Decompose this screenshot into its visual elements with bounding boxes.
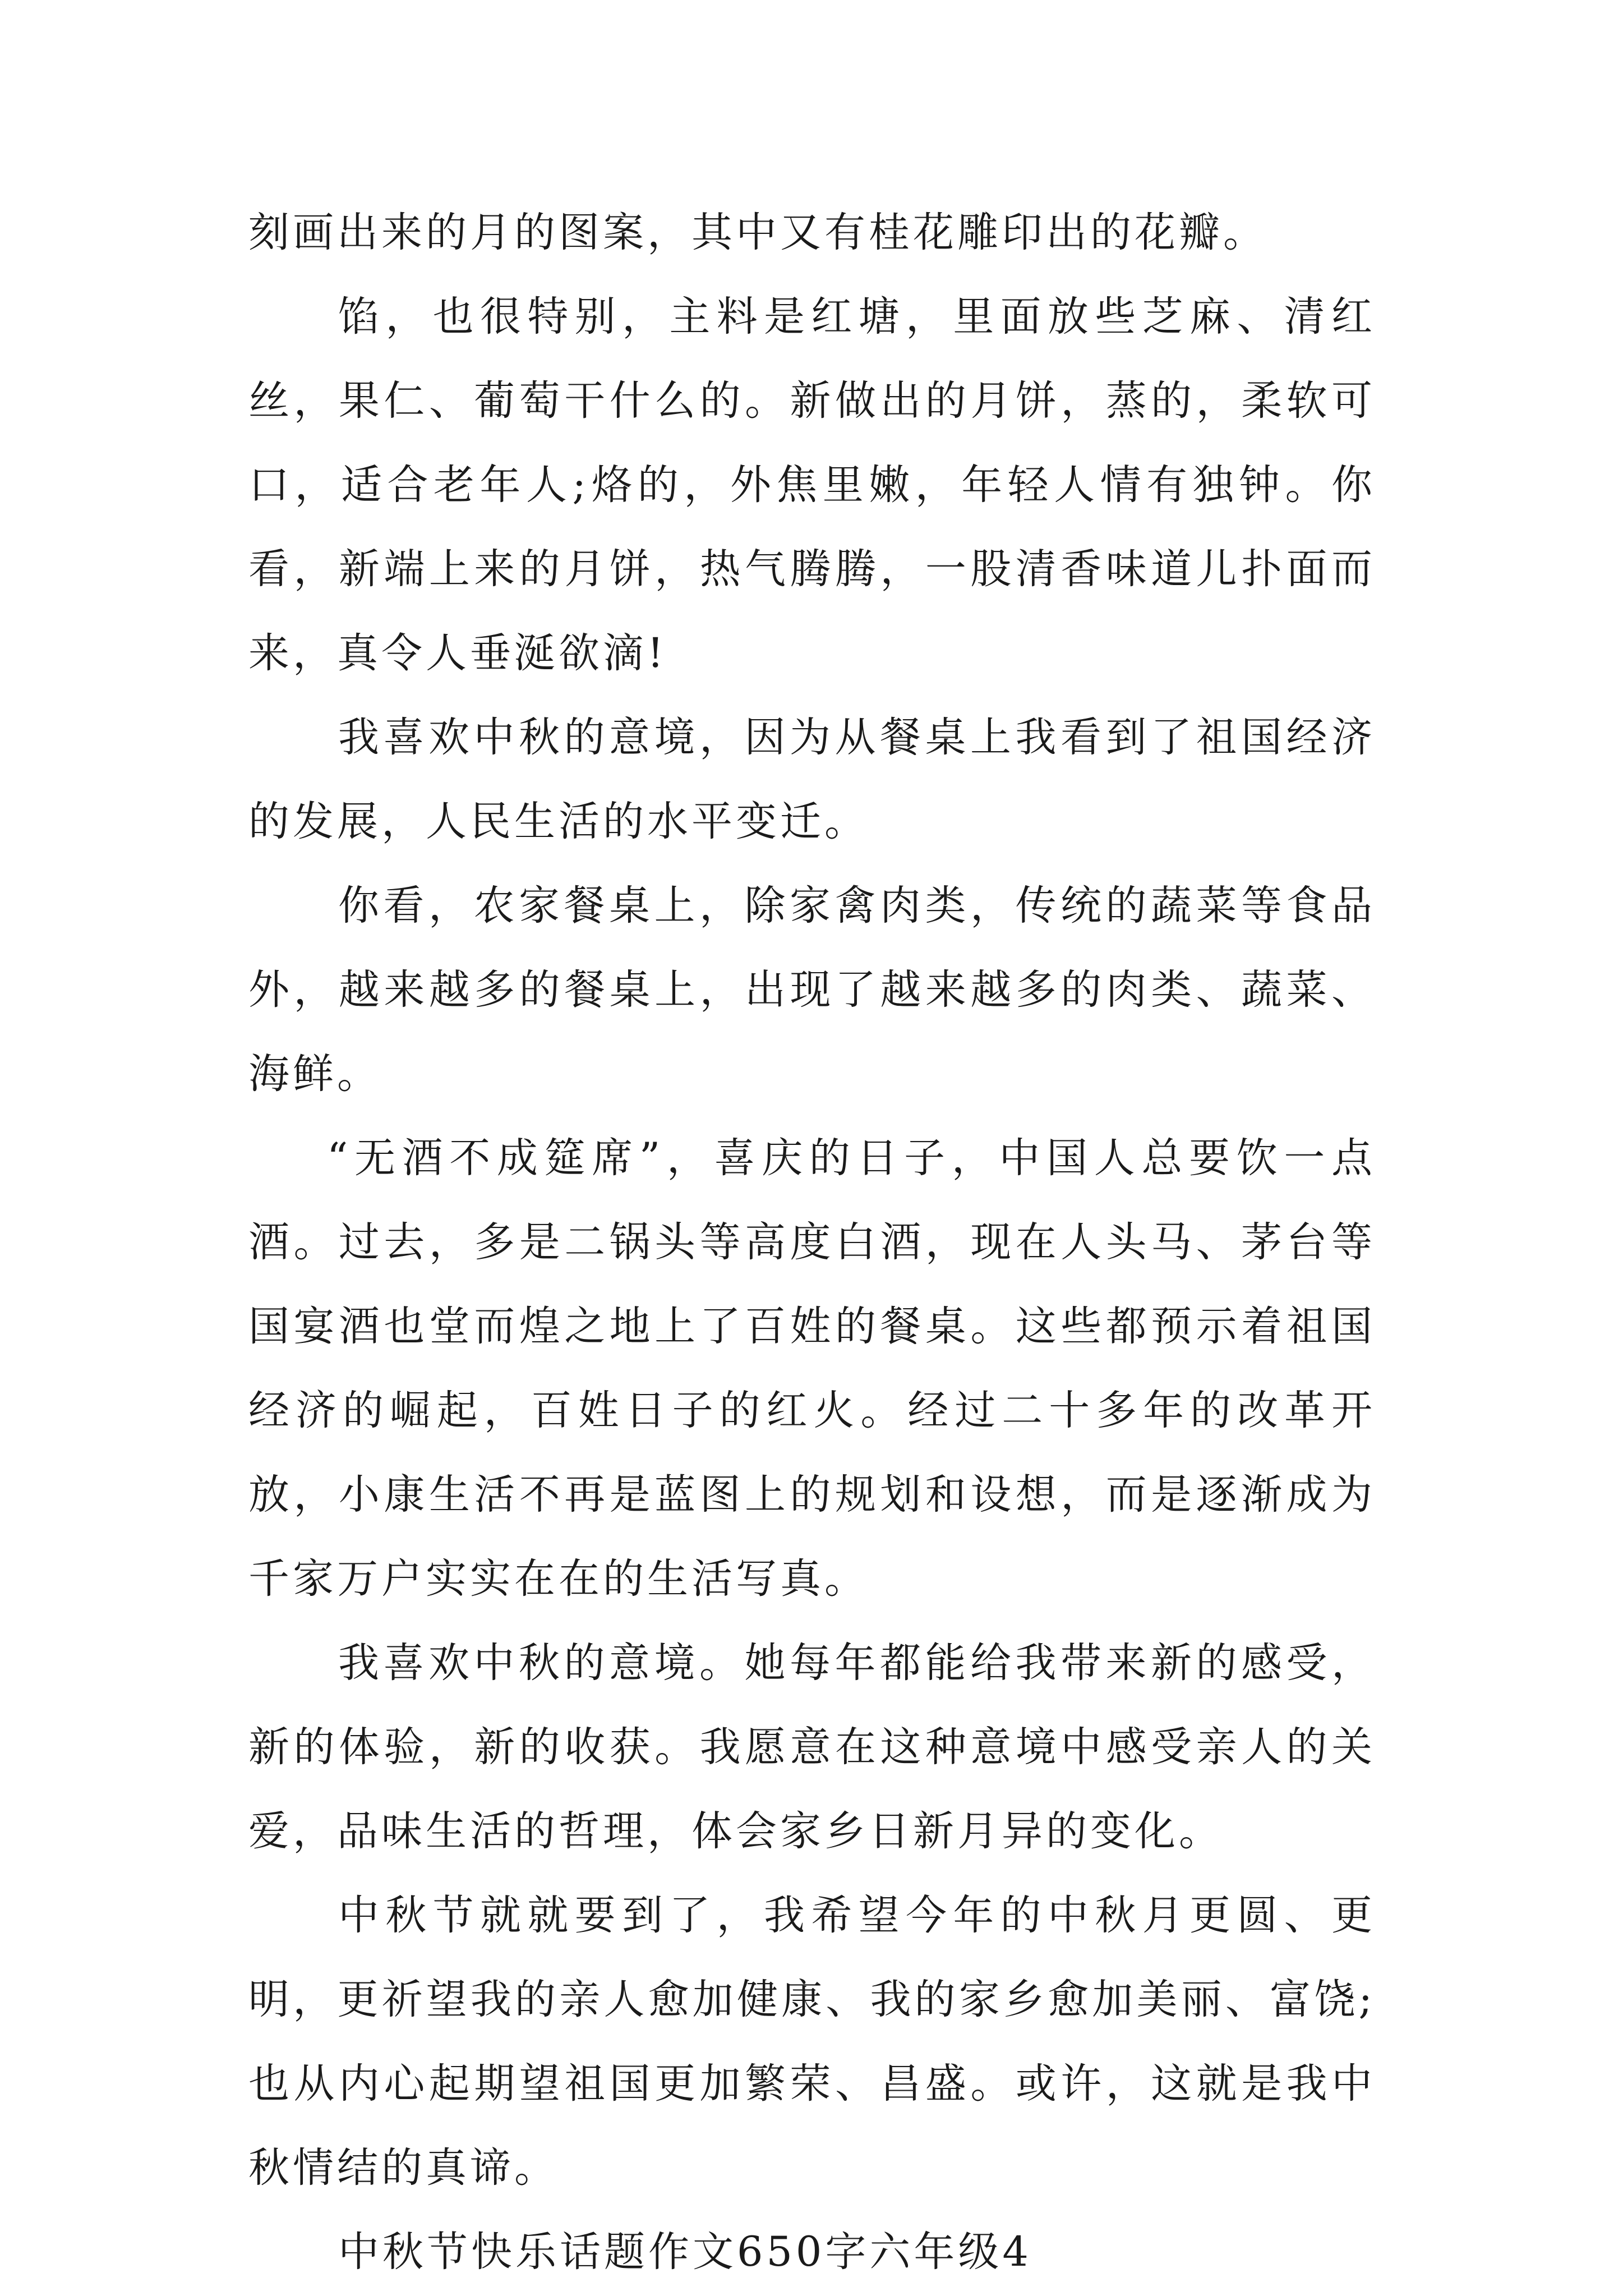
section-heading: 中秋节快乐话题作文650字六年级4 xyxy=(338,2228,1032,2276)
paragraph-6: 我喜欢中秋的意境。她每年都能给我带来新的感受，新的体验，新的收获。我愿意在这种意境中感受亲人的关爱，品味生活的哲理，体会家乡日新月异的变化。 xyxy=(248,1639,1376,1855)
paragraph-7: 中秋节就就要到了，我希望今年的中秋月更圆、更明，更祈望我的亲人愈加健康、我的家乡愈加美丽、富饶;也从内心起期望祖国更加繁荣、昌盛。或许，这就是我中秋情结的真谛。 xyxy=(248,1892,1376,2192)
paragraph-4: 你看，农家餐桌上，除家禽肉类，传统的蔬菜等食品外，越来越多的餐桌上，出现了越来越多的肉类、蔬菜、海鲜。 xyxy=(248,882,1376,1098)
paragraph-3: 我喜欢中秋的意境，因为从餐桌上我看到了祖国经济的发展，人民生活的水平变迁。 xyxy=(248,714,1376,845)
document-body xyxy=(248,191,1376,2294)
paragraph-2: 馅，也很特别，主料是红塘，里面放些芝麻、清红丝，果仁、葡萄干什么的。新做出的月饼，蒸的，柔软可口，适合老年人;烙的，外焦里嫩，年轻人情有独钟。你看，新端上来的月饼，热气腾腾，一股清香味道儿扑面而来，真令人垂涎欲滴! xyxy=(248,293,1376,677)
paragraph-5: “无酒不成筵席”，喜庆的日子，中国人总要饮一点酒。过去，多是二锅头等高度白酒，现在人头马、茅台等国宴酒也堂而煌之地上了百姓的餐桌。这些都预示着祖国经济的崛起，百姓日子的红火。经过二十多年的改革开放，小康生活不再是蓝图上的规划和设想，而是逐渐成为千家万户实实在在的生活写真。 xyxy=(248,1134,1376,1603)
paragraph-1: 刻画出来的月的图案，其中又有桂花雕印出的花瓣。 xyxy=(248,209,1267,256)
